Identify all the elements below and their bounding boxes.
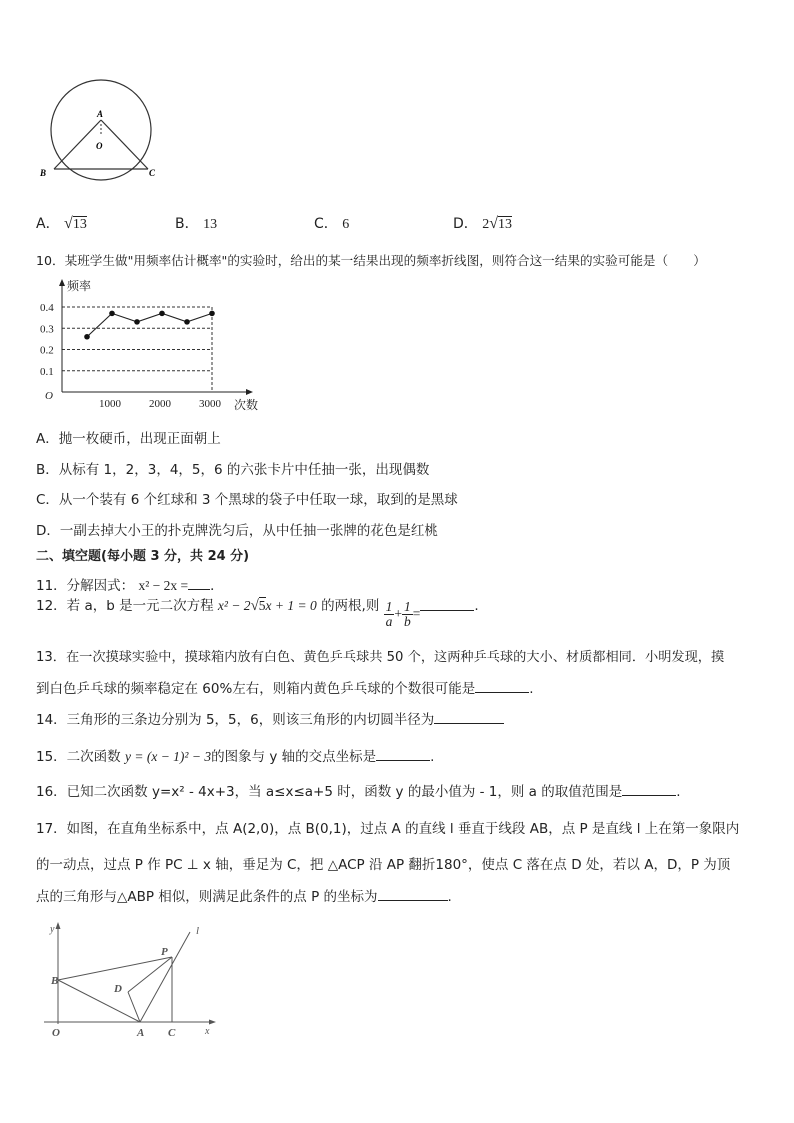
option-coef: 2	[482, 217, 490, 232]
y-tick-label: 0.3	[40, 323, 54, 336]
q15-prefix: 15．二次函数	[36, 749, 121, 765]
q14	[36, 708, 504, 728]
q12: 12．若 a，b 是一元二次方程 x² − 2√5x + 1 = 0 的两根,则 $\frac{1}{a}$ + $\frac{1}{b}$ = .	[36, 597, 479, 629]
q9-option-a: A． √13	[36, 215, 87, 232]
label-y: y	[50, 924, 55, 935]
section-title: 二、填空题(每小题 3 分，共 24 分)	[36, 549, 250, 564]
y-axis-arrow	[59, 279, 65, 286]
q17-line-1: 17．如图，在直角坐标系中，点 A(2,0)，点 B(0,1)，过点 A 的直线 l 垂直于线段 AB，点 P 是直线 l 上在第一象限内	[36, 821, 740, 837]
q12-expression-pre: x² − 2	[217, 597, 251, 613]
label-o: O	[96, 141, 103, 151]
x-tick-label: 3000	[199, 398, 221, 410]
y-axis-arrow	[56, 922, 61, 929]
answer-blank	[475, 680, 529, 693]
label-b: B	[40, 168, 47, 178]
circle-triangle-figure	[36, 78, 166, 188]
origin-label: O	[45, 390, 53, 402]
y-tick-label: 0.4	[40, 302, 54, 314]
data-point	[184, 319, 190, 325]
q15-expression: y = (x − 1)² − 3	[124, 749, 212, 764]
q16-text: 16．已知二次函数 y=x² - 4x+3，当 a≤x≤a+5 时，函数 y 的最小值为 - 1，则 a 的取值范围是	[36, 784, 623, 800]
answer-blank	[622, 783, 676, 796]
x-axis-label: 次数	[234, 398, 259, 412]
segment-bp	[58, 957, 172, 980]
label-b: B	[51, 975, 59, 987]
fraction-1-over-a: $\frac{1}{a}$	[385, 599, 393, 629]
y-axis-label: 频率	[67, 279, 92, 293]
q9-option-d: D． 2√13	[453, 215, 513, 232]
option-value: 6	[342, 217, 350, 232]
label-x: x	[205, 1026, 210, 1037]
x-tick-label: 2000	[149, 398, 171, 410]
q15	[36, 745, 434, 765]
q10-option-a: A．抛一枚硬币，出现正面朝上	[36, 431, 221, 447]
q12-middle-text: 的两根,则	[321, 597, 380, 614]
y-tick-label: 0.1	[40, 365, 54, 378]
label-a: A	[137, 1027, 145, 1038]
option-letter: B．	[175, 216, 199, 232]
label-p: P	[161, 946, 168, 958]
q10-option-c: C．从一个装有 6 个红球和 3 个黑球的袋子中任取一球，取到的是黑球	[36, 492, 458, 508]
coordinate-figure	[40, 920, 220, 1038]
label-l: l	[196, 925, 200, 937]
q17-line-3	[36, 885, 452, 905]
label-c: C	[168, 1027, 176, 1038]
option-letter: A．	[36, 216, 60, 232]
answer-blank	[378, 888, 448, 901]
q11-expression: x² − 2x =	[138, 578, 189, 593]
side-ab	[54, 120, 101, 169]
label-c: C	[149, 168, 156, 178]
equals-sign: =	[412, 605, 421, 621]
q16-suffix: .	[676, 784, 681, 800]
q12-prefix: 12．若 a，b 是一元二次方程	[36, 597, 214, 614]
q12-suffix: .	[474, 597, 479, 614]
q17-line-2: 的一动点，过点 P 作 PC ⊥ x 轴，垂足为 C，把 △ACP 沿 AP 翻折180°，使点 C 落在点 D 处，若以 A，D，P 为顶	[36, 857, 731, 873]
label-d: D	[114, 983, 122, 995]
data-point	[84, 334, 90, 340]
segment-dp	[128, 957, 172, 992]
q11	[36, 574, 224, 594]
q13-suffix: .	[529, 681, 534, 697]
q16	[36, 780, 681, 800]
q11-suffix: ．	[210, 578, 224, 594]
q17-line-3-text: 点的三角形与△ABP 相似，则满足此条件的点 P 的坐标为	[36, 889, 378, 905]
q10-option-d: D．一副去掉大小王的扑克牌洗匀后，从中任抽一张牌的花色是红桃	[36, 523, 438, 539]
label-a: A	[97, 109, 104, 119]
q14-text: 14．三角形的三条边分别为 5，5，6，则该三角形的内切圆半径为	[36, 712, 435, 728]
q10-stem: 10．某班学生做"用频率估计概率"的实验时，给出的某一结果出现的频率折线图，则符合这一结果的实验可能是（ ）	[36, 253, 706, 268]
series-line	[87, 313, 212, 336]
q12-root: 5	[258, 597, 266, 613]
segment-ba	[58, 980, 140, 1022]
x-axis-arrow	[246, 389, 253, 395]
x-axis-arrow	[209, 1020, 216, 1025]
q15-middle-text: 的图象与 y 轴的交点坐标是	[211, 749, 377, 765]
option-letter: D．	[453, 216, 478, 232]
plus-sign: +	[394, 605, 403, 621]
fraction-1-over-b: $\frac{1}{b}$	[404, 599, 411, 629]
q9-option-b	[175, 213, 217, 233]
data-point	[209, 311, 215, 317]
option-value: 13	[203, 217, 218, 232]
data-point	[134, 319, 140, 325]
q9-option-c	[314, 213, 349, 233]
option-letter: C．	[314, 216, 338, 232]
q13-line-2	[36, 677, 534, 697]
answer-blank	[420, 598, 474, 611]
label-o: O	[52, 1027, 60, 1038]
answer-blank	[188, 577, 210, 590]
x-tick-label: 1000	[99, 398, 121, 410]
option-value: 13	[72, 217, 87, 232]
option-value: 13	[498, 217, 513, 232]
q10-option-b: B．从标有 1，2，3，4，5，6 的六张卡片中任抽一张，出现偶数	[36, 462, 430, 478]
answer-blank	[434, 711, 504, 724]
y-tick-label: 0.2	[40, 344, 54, 357]
answer-blank	[376, 748, 430, 761]
side-ac	[101, 120, 148, 169]
q17-suffix: .	[447, 889, 452, 905]
data-point	[159, 311, 165, 317]
data-point	[109, 311, 115, 317]
q12-expression-post: x + 1 = 0	[265, 597, 317, 613]
frequency-line-chart	[36, 276, 276, 412]
q15-suffix: .	[430, 749, 435, 765]
segment-da	[128, 992, 140, 1022]
q13-line-2-text: 到白色乒乓球的频率稳定在 60%左右，则箱内黄色乒乓球的个数很可能是	[36, 681, 476, 697]
q11-prefix: 11．分解因式：	[36, 578, 135, 594]
q13-line-1: 13．在一次摸球实验中，摸球箱内放有白色、黄色乒乓球共 50 个，这两种乒乓球的大小、材质都相同．小明发现，摸	[36, 650, 725, 665]
